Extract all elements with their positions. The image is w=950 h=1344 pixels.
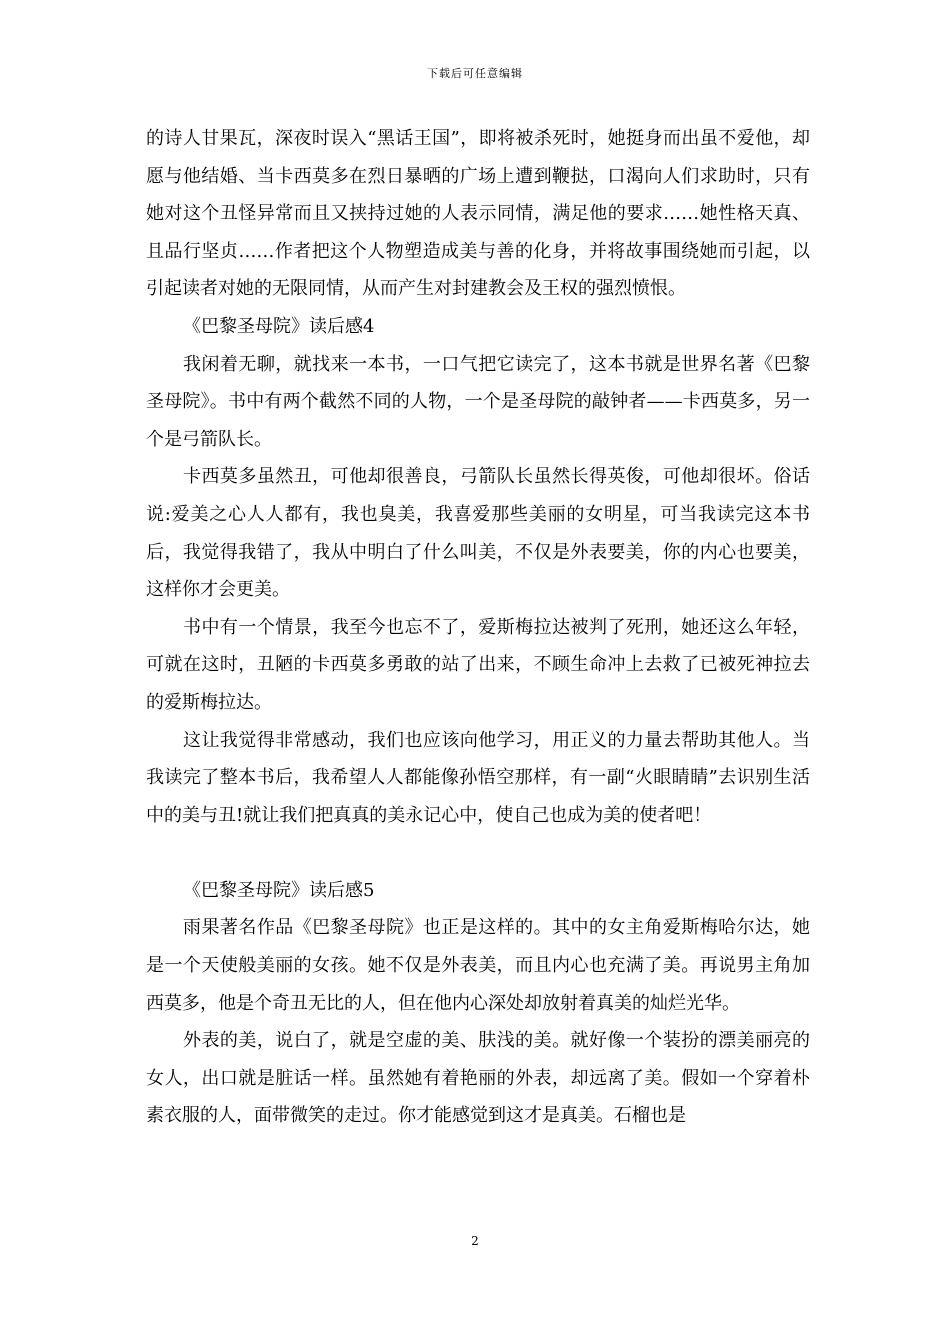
- paragraph: 外表的美，说白了，就是空虚的美、肤浅的美。就好像一个装扮的漂美丽亮的女人，出口就是脏话一样。虽然她有着艳丽的外表，却远离了美。假如一个穿着朴素衣服的人，面带微笑的走过。你才能感觉到这才是真美。石榴也是: [146, 1030, 810, 1127]
- blank-line: [146, 834, 810, 872]
- paragraph: 的诗人甘果瓦，深夜时误入“黑话王国”，即将被杀死时，她挺身而出虽不爱他，却愿与他结婚、当卡西莫多在烈日暴晒的广场上遭到鞭挞，口渴向人们求助时，只有她对这个丑怪异常而且又挟持过她的人表示同情，满足他的要求……她性格天真、且品行坚贞……作者把这个人物塑造成美与善的化身，并将故事围绕她而引起，以引起读者对她的无限同情，从而产生对封建教会及王权的强烈愤恨。: [146, 128, 810, 300]
- paragraph: 书中有一个情景，我至今也忘不了，爱斯梅拉达被判了死刑，她还这么年轻，可就在这时，丑陋的卡西莫多勇敢的站了出来，不顾生命冲上去救了已被死神拉去的爱斯梅拉达。: [146, 616, 810, 713]
- page-header: 下载后可任意编辑: [427, 67, 523, 80]
- paragraph: 雨果著名作品《巴黎圣母院》也正是这样的。其中的女主角爱斯梅哈尔达，她是一个天使般美丽的女孩。她不仅是外表美，而且内心也充满了美。再说男主角加西莫多，他是个奇丑无比的人，但在他内心深处却放射着真美的灿烂光华。: [146, 917, 810, 1014]
- section-heading: 《巴黎圣母院》读后感4: [183, 315, 375, 337]
- document-body: [146, 120, 810, 1135]
- paragraph: 卡西莫多虽然丑，可他却很善良，弓箭队长虽然长得英俊，可他却很坏。俗话说:爱美之心人人都有，我也臭美，我喜爱那些美丽的女明星，可当我读完这本书后，我觉得我错了，我从中明白了什么叫美，不仅是外表要美，你的内心也要美，这样你才会更美。: [146, 466, 810, 601]
- paragraph: 我闲着无聊，就找来一本书，一口气把它读完了，这本书就是世界名著《巴黎圣母院》。书中有两个截然不同的人物，一个是圣母院的敲钟者——卡西莫多，另一个是弓箭队长。: [146, 353, 810, 450]
- paragraph: 这让我觉得非常感动，我们也应该向他学习，用正义的力量去帮助其他人。当我读完了整本书后，我希望人人都能像孙悟空那样，有一副“火眼睛睛”去识别生活中的美与丑!就让我们把真真的美永记心中，使自己也成为美的使者吧！: [146, 729, 810, 826]
- page-number: 2: [471, 1234, 479, 1248]
- section-heading: 《巴黎圣母院》读后感5: [183, 879, 375, 901]
